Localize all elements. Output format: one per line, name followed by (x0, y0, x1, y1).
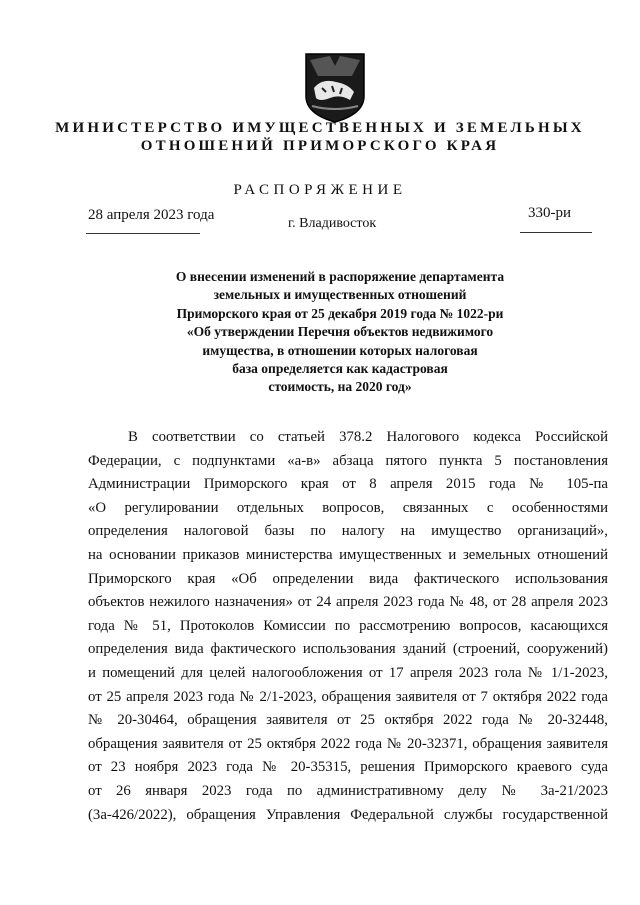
heading-line: база определяется как кадастровая (232, 361, 448, 377)
body-line: от 23 ноября 2023 года № 20-35315, решения Приморского краевого суда (88, 759, 608, 776)
body-paragraph (88, 426, 608, 827)
body-line: Администрации Приморского края от 8 апреля 2015 года № 105-па (88, 476, 608, 493)
number-underline (520, 232, 592, 233)
coat-of-arms-emblem (300, 48, 370, 124)
heading-line: Приморского края от 25 декабря 2019 года № 1022-ри (176, 305, 504, 321)
document-date: 28 апреля 2023 года (88, 207, 215, 223)
body-line: и помещений для целей налогообложения от 17 апреля 2023 гола № 1/1-2023, (88, 664, 608, 681)
body-line: Приморского края «Об определении вида фактического использования (88, 570, 608, 587)
document-city: г. Владивосток (288, 216, 377, 231)
heading-line: «Об утверждении Перечня объектов недвижимого (186, 324, 494, 340)
document-type-title: РАСПОРЯЖЕНИЕ (233, 182, 407, 198)
body-line: № 20-30464, обращения заявителя от 25 октября 2022 года № 20-32448, (88, 712, 608, 729)
date-underline (86, 233, 200, 234)
body-line: (3а-426/2022), обращения Управления Федеральной службы государственной (88, 806, 608, 823)
ministry-name-line-1: МИНИСТЕРСТВО ИМУЩЕСТВЕННЫХ И ЗЕМЕЛЬНЫХ (55, 120, 585, 136)
ministry-name-line-2: ОТНОШЕНИЙ ПРИМОРСКОГО КРАЯ (140, 138, 500, 154)
document-number: 330-ри (528, 205, 572, 221)
heading-line: имущества, в отношении которых налоговая (202, 342, 478, 358)
body-line: от 26 января 2023 года по административному делу № 3а-21/2023 (88, 782, 608, 799)
body-line: Федерации, с подпунктами «а-в» абзаца пятого пункта 5 постановления (88, 452, 608, 469)
body-line: В соответствии со статьей 378.2 Налогового кодекса Российской (128, 429, 608, 445)
body-line: «О регулировании отдельных вопросов, связанных с особенностями (88, 499, 608, 516)
heading-line: земельных и имущественных отношений (213, 287, 467, 303)
heading-line: стоимость, на 2020 год» (268, 379, 412, 395)
document-heading (140, 268, 540, 397)
heading-line: О внесении изменений в распоряжение департамента (175, 269, 505, 284)
body-line: года № 51, Протоколов Комиссии по рассмотрению вопросов, касающихся (88, 617, 608, 634)
body-line: на основании приказов министерства имущественных и земельных отношений (88, 546, 608, 563)
body-line: определения налоговой базы по налогу на имущество организаций», (88, 523, 608, 540)
body-line: от 25 апреля 2023 года № 2/1-2023, обращения заявителя от 7 октября 2022 года (88, 688, 608, 705)
body-line: обращения заявителя от 25 октября 2022 года № 20-32371, обращения заявителя (88, 735, 608, 752)
body-line: определения вида фактического использования зданий (строений, сооружений) (88, 641, 608, 658)
body-line: объектов нежилого назначения» от 24 апреля 2023 года № 48, от 28 апреля 2023 (88, 594, 608, 611)
